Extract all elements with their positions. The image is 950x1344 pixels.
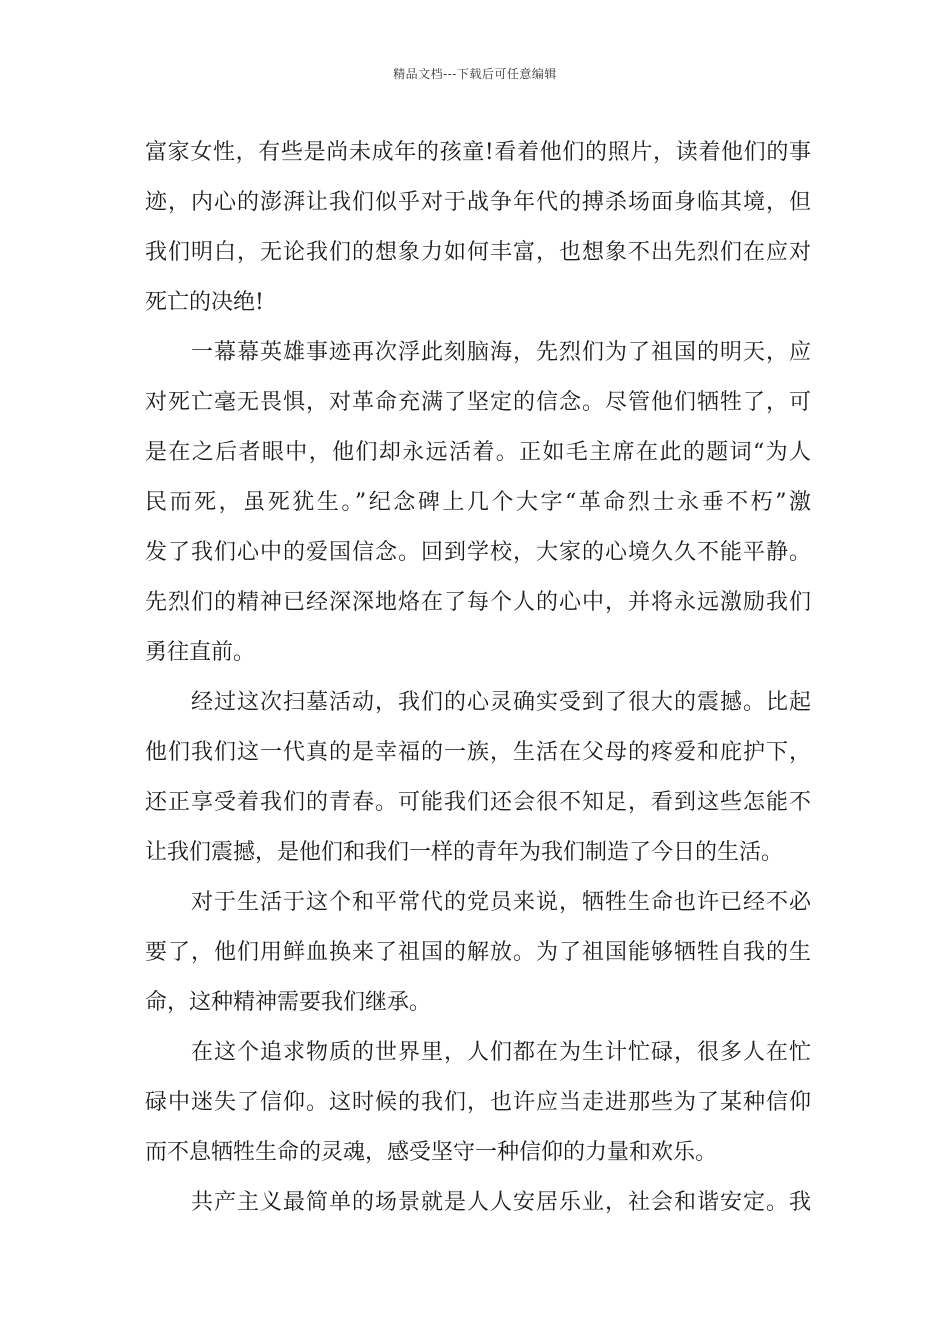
text-line: 对死亡毫无畏惧，对革命充满了坚定的信念。尽管他们牺牲了，可 <box>145 390 811 415</box>
text-line: 迹，内心的澎湃让我们似乎对于战争年代的搏杀场面身临其境，但 <box>145 190 811 215</box>
text-line: 共产主义最简单的场景就是人人安居乐业，社会和谐安定。我 <box>191 1190 811 1215</box>
text-line: 先烈们的精神已经深深地烙在了每个人的心中，并将永远激励我们 <box>145 590 811 615</box>
text-line: 要了，他们用鲜血换来了祖国的解放。为了祖国能够牺牲自我的生 <box>145 940 811 965</box>
text-line: 他们我们这一代真的是幸福的一族，生活在父母的疼爱和庇护下， <box>145 740 811 765</box>
text-line: 富家女性，有些是尚未成年的孩童!看着他们的照片，读着他们的事 <box>145 140 811 165</box>
text-line: 发了我们心中的爱国信念。回到学校，大家的心境久久不能平静。 <box>145 540 811 565</box>
text-line: 民而死，虽死犹生。”纪念碑上几个大字“革命烈士永垂不朽”激 <box>145 490 811 515</box>
text-line: 碌中迷失了信仰。这时候的我们，也许应当走进那些为了某种信仰 <box>145 1090 811 1115</box>
text-line: 死亡的决绝! <box>145 290 264 315</box>
text-line: 让我们震撼，是他们和我们一样的青年为我们制造了今日的生活。 <box>145 840 784 865</box>
text-line: 经过这次扫墓活动，我们的心灵确实受到了很大的震撼。比起 <box>191 690 811 715</box>
text-line: 是在之后者眼中，他们却永远活着。正如毛主席在此的题词“为人 <box>145 440 811 465</box>
text-line: 对于生活于这个和平常代的党员来说，牺牲生命也许已经不必 <box>191 890 811 915</box>
text-line: 我们明白，无论我们的想象力如何丰富，也想象不出先烈们在应对 <box>145 240 811 265</box>
text-line: 勇往直前。 <box>145 640 256 665</box>
text-line: 一幕幕英雄事迹再次浮此刻脑海，先烈们为了祖国的明天，应 <box>191 340 811 365</box>
text-line: 而不息牺牲生命的灵魂，感受坚守一种信仰的力量和欢乐。 <box>145 1140 718 1165</box>
text-line: 在这个追求物质的世界里，人们都在为生计忙碌，很多人在忙 <box>191 1040 811 1065</box>
text-line: 命，这种精神需要我们继承。 <box>145 990 432 1015</box>
text-line: 还正享受着我们的青春。可能我们还会很不知足，看到这些怎能不 <box>145 790 811 815</box>
body-text <box>145 133 811 1233</box>
page-header: 精品文档---下载后可任意编辑 <box>393 67 557 81</box>
